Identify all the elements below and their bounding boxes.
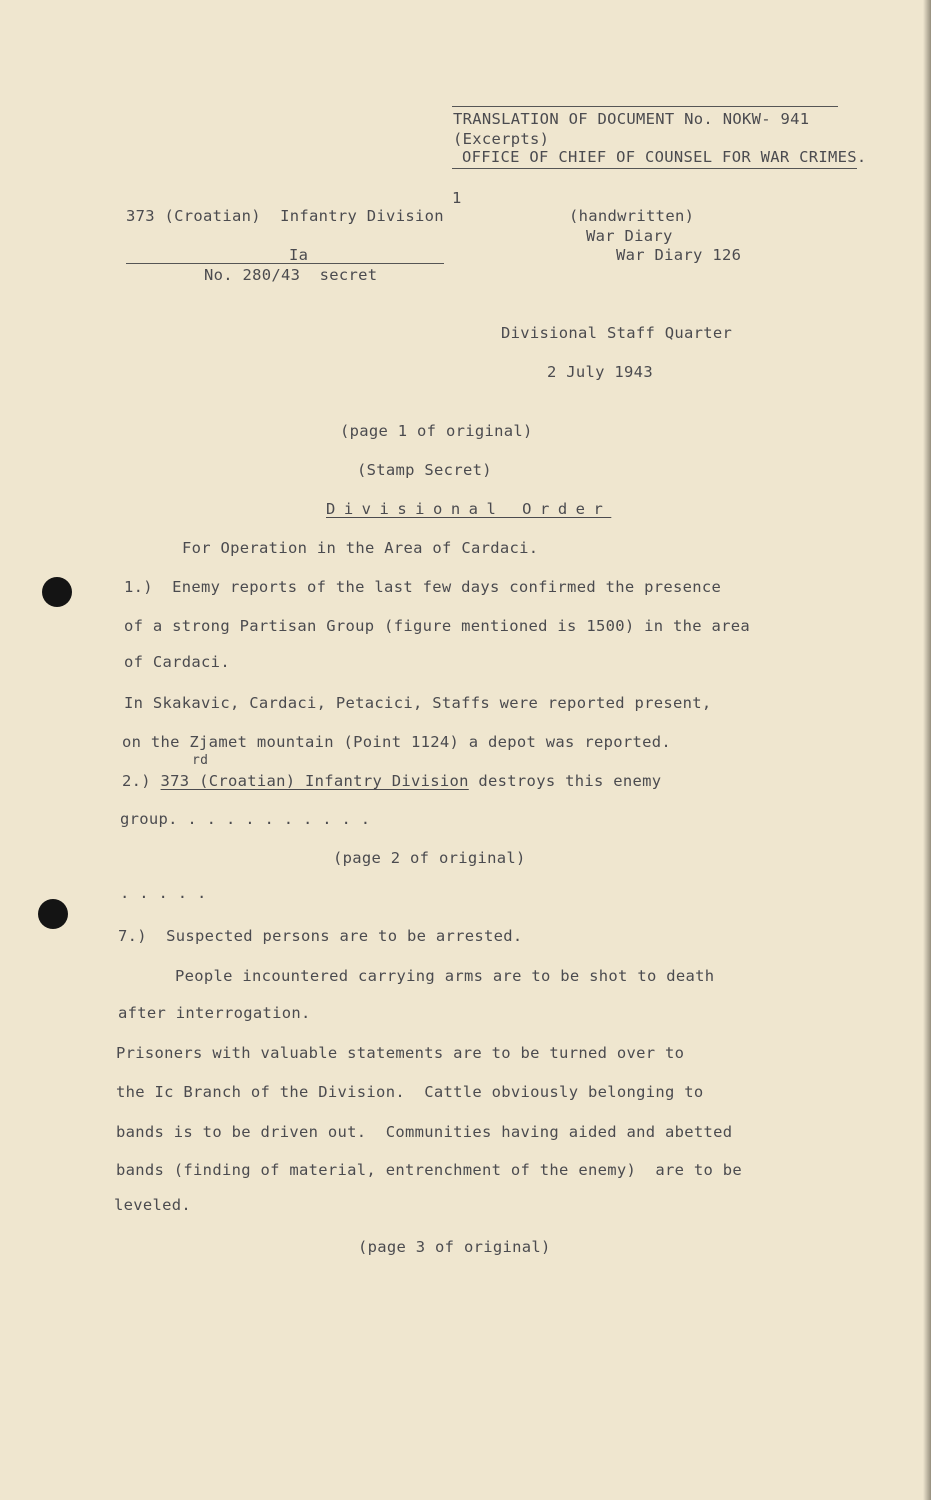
paragraph-7-line-2: People incountered carrying arms are to be shot to death xyxy=(175,967,715,985)
section-label: Ia xyxy=(289,246,309,264)
document-number: No. 280/43 secret xyxy=(204,266,378,284)
handwritten-note: (handwritten) xyxy=(569,207,695,225)
excerpts-label: (Excerpts) xyxy=(453,130,550,148)
stamp-note: (Stamp Secret) xyxy=(357,461,492,479)
page-1-marker: (page 1 of original) xyxy=(340,422,533,440)
paragraph-7-line-7: bands (finding of material, entrenchment of the enemy) are to be xyxy=(116,1161,743,1179)
page-3-marker: (page 3 of original) xyxy=(358,1238,551,1256)
paragraph-1-line-5: on the Zjamet mountain (Point 1124) a depot was reported. xyxy=(122,733,672,751)
header-top-rule xyxy=(452,106,838,107)
paragraph-7-line-5: the Ic Branch of the Division. Cattle obviously belonging to xyxy=(116,1083,704,1101)
punch-hole-bottom xyxy=(38,899,68,929)
page-2-marker: (page 2 of original) xyxy=(333,849,526,867)
paragraph-2-rest: destroys this enemy xyxy=(468,772,662,790)
place-line: Divisional Staff Quarter xyxy=(501,324,733,342)
paragraph-2-unit: 373 (Croatian) Infantry Division xyxy=(160,772,469,790)
paragraph-1-line-4: In Skakavic, Cardaci, Petacici, Staffs were reported present, xyxy=(124,694,712,712)
section-rule xyxy=(126,263,444,264)
war-diary-label: War Diary xyxy=(586,227,673,245)
punch-hole-top xyxy=(42,577,72,607)
war-diary-number: War Diary 126 xyxy=(616,246,742,264)
document-reference: TRANSLATION OF DOCUMENT No. NOKW- 941 xyxy=(453,110,810,128)
paragraph-7-line-4: Prisoners with valuable statements are to be turned over to xyxy=(116,1044,685,1062)
division-name: 373 (Croatian) Infantry Division xyxy=(126,207,444,225)
paragraph-2-number: 2.) xyxy=(122,772,151,790)
paragraph-2-line-2: group. . . . . . . . . . . xyxy=(120,810,371,828)
paragraph-7-line-6: bands is to be driven out. Communities having aided and abetted xyxy=(116,1123,733,1141)
date-line: 2 July 1943 xyxy=(547,363,653,381)
paragraph-1-line-2: of a strong Partisan Group (figure mentioned is 1500) in the area xyxy=(124,617,751,635)
order-subject: For Operation in the Area of Cardaci. xyxy=(182,539,539,557)
header-bottom-rule xyxy=(452,168,857,169)
paragraph-7-line-3: after interrogation. xyxy=(118,1004,311,1022)
order-title: Divisional Order xyxy=(326,500,612,518)
paragraph-7-line-8: leveled. xyxy=(114,1196,192,1214)
paragraph-1-line-3: of Cardaci. xyxy=(124,653,230,671)
office-label: OFFICE OF CHIEF OF COUNSEL FOR WAR CRIMES. xyxy=(462,148,867,166)
page-number: 1 xyxy=(452,189,462,207)
paper-edge-shadow xyxy=(923,0,931,1500)
paragraph-7-line-1: 7.) Suspected persons are to be arrested. xyxy=(118,927,523,945)
paragraph-2-superscript: rd xyxy=(192,753,209,768)
paragraph-1-line-1: 1.) Enemy reports of the last few days confirmed the presence xyxy=(124,578,722,596)
paragraph-2-line-1 xyxy=(122,772,661,790)
omission-ellipsis: . . . . . xyxy=(120,884,207,902)
